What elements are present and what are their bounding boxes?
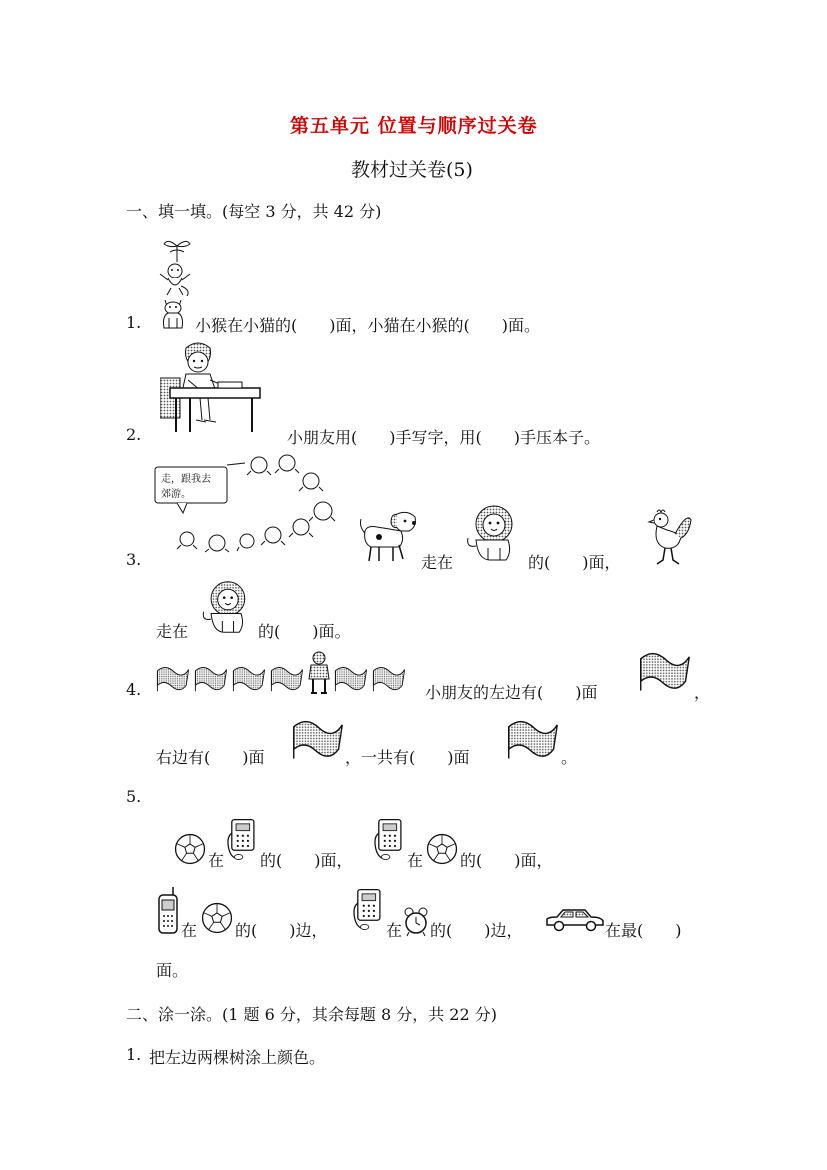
cat-icon — [158, 296, 188, 330]
child-at-desk-icon — [160, 340, 264, 435]
question-1-number: 1. — [126, 313, 142, 332]
question-3-text-1: 走在 — [421, 553, 454, 572]
lion-icon — [462, 502, 524, 564]
car-icon — [545, 907, 605, 933]
soccer-ball-icon — [425, 832, 459, 866]
telephone-icon — [372, 816, 406, 864]
speech-bubble-line-1: 走，跟我去 — [161, 474, 211, 485]
question-5-number: 5. — [126, 787, 142, 806]
flag-icon — [637, 649, 693, 691]
telephone-icon — [225, 816, 259, 864]
question-4-text-2: ， — [694, 683, 711, 702]
section-2-heading: 二、涂一涂。(1 题 6 分，其余每题 8 分，共 22 分) — [126, 1005, 497, 1024]
flag-icon — [269, 663, 305, 693]
question-3-number: 3. — [126, 550, 142, 569]
question-5-line-3: 面。 — [156, 961, 189, 980]
dog-icon — [357, 509, 419, 563]
soccer-ball-icon — [200, 901, 234, 935]
flag-icon — [333, 663, 369, 693]
question-5-line-2-c: 在 — [386, 921, 403, 940]
animal-parade-icon — [153, 453, 339, 553]
flag-icon — [231, 663, 267, 693]
section-1-heading: 一、填一填。(每空 3 分，共 42 分) — [126, 202, 382, 221]
question-5-line-1-a: 在 — [208, 851, 225, 870]
question-3-text-3: 走在 — [156, 622, 189, 641]
flag-icon — [155, 663, 191, 693]
section-2-question-1-number: 1. — [126, 1045, 142, 1064]
question-4-number: 4. — [126, 680, 142, 699]
question-5-line-2-b: 的( )边， — [235, 921, 328, 940]
flag-icon — [371, 663, 407, 693]
child-icon — [307, 651, 331, 695]
question-4-text-1: 小朋友的左边有( )面 — [425, 683, 598, 702]
question-5-line-1-c: 在 — [407, 851, 424, 870]
page-title: 第五单元 位置与顺序过关卷 — [290, 115, 538, 137]
question-3-text-4: 的( )面。 — [258, 622, 351, 641]
question-2-text: 小朋友用( )手写字，用( )手压本子。 — [287, 428, 600, 447]
question-3-text-2: 的( )面， — [528, 553, 621, 572]
alarm-clock-icon — [403, 907, 429, 937]
flag-icon — [505, 716, 561, 760]
cellphone-icon — [156, 885, 180, 935]
lion-icon — [198, 578, 256, 636]
section-2-question-1-text: 把左边两棵树涂上颜色。 — [149, 1048, 326, 1067]
question-1-text: 小猴在小猫的( )面，小猫在小猴的( )面。 — [195, 316, 540, 335]
page-subtitle: 教材过关卷(5) — [351, 159, 473, 181]
question-5-line-1-d: 的( )面， — [460, 851, 553, 870]
telephone-icon — [351, 886, 385, 934]
question-5-line-1-b: 的( )面， — [260, 851, 353, 870]
flag-icon — [290, 716, 346, 760]
flag-icon — [193, 663, 229, 693]
question-2-number: 2. — [126, 425, 142, 444]
question-5-line-2-d: 的( )边， — [430, 921, 523, 940]
question-5-line-2-e: 在最( ) — [605, 921, 682, 940]
question-5-line-2-a: 在 — [181, 921, 198, 940]
flower-icon — [160, 236, 194, 264]
question-4-text-4: ，一共有( )面 — [345, 748, 470, 767]
question-4-text-3: 右边有( )面 — [156, 748, 265, 767]
question-4-text-5: 。 — [561, 748, 578, 767]
speech-bubble-line-2: 郊游。 — [161, 489, 191, 500]
monkey-icon — [157, 262, 193, 296]
rooster-icon — [645, 508, 693, 568]
soccer-ball-icon — [173, 832, 207, 866]
